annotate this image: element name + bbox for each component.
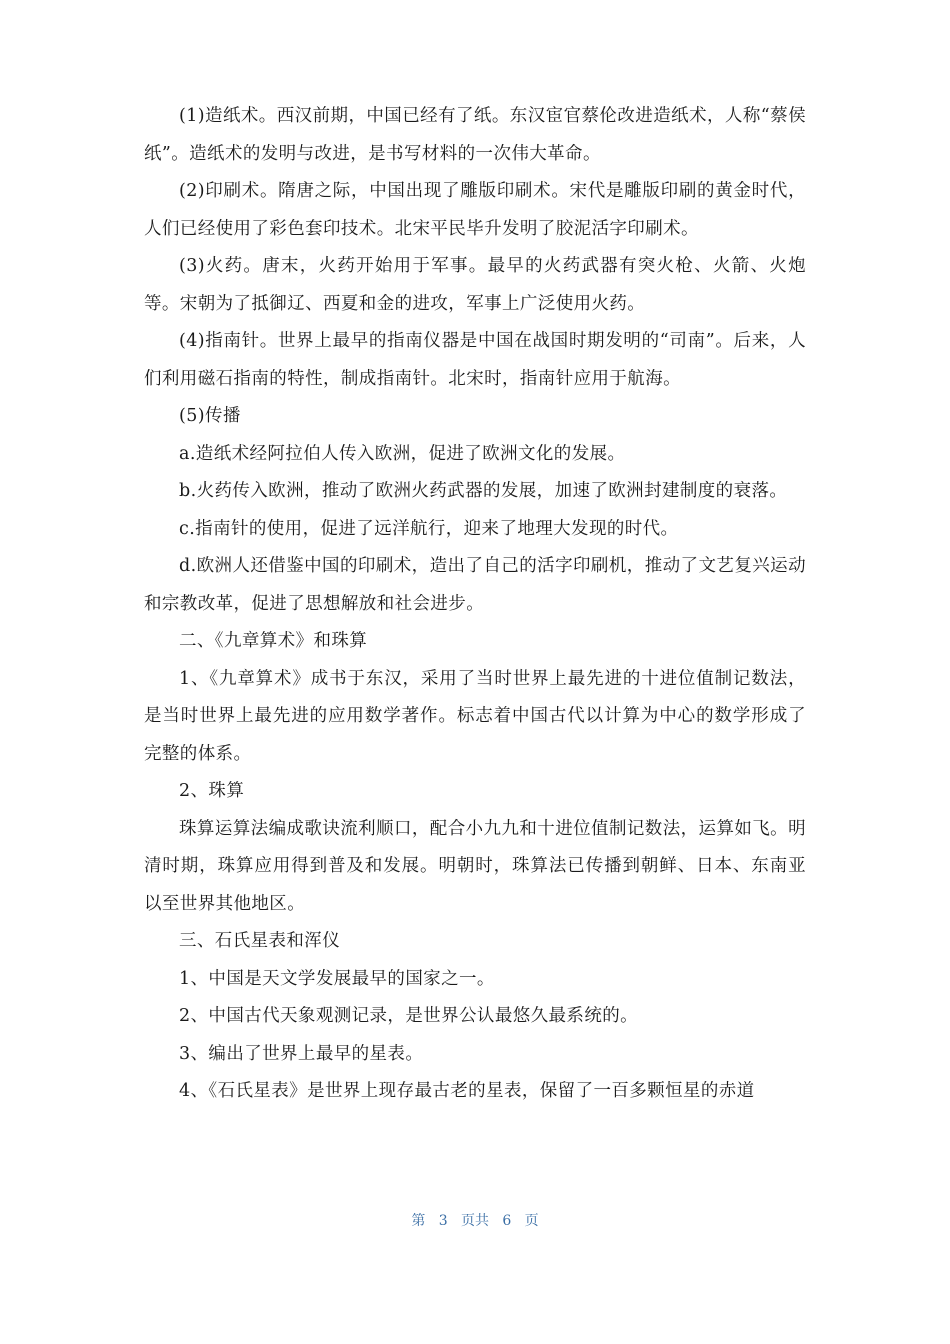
paragraph-astronomy-1: 1、中国是天文学发展最早的国家之一。 <box>179 968 495 989</box>
paragraph-spread-d: d.欧洲人还借鉴中国的印刷术，造出了自己的活字印刷机，推动了文艺复兴运动和宗教改革，促进了思想解放和社会进步。 <box>144 556 806 614</box>
footer-current-page: 3 <box>438 1213 448 1229</box>
paragraph-spread-b: b.火药传入欧洲，推动了欧洲火药武器的发展，加速了欧洲封建制度的衰落。 <box>179 481 788 501</box>
paragraph-spread-a: a.造纸术经阿拉伯人传入欧洲，促进了欧洲文化的发展。 <box>179 443 626 464</box>
paragraph-astronomy-4: 4、《石氏星表》是世界上现存最古老的星表，保留了一百多颗恒星的赤道 <box>179 1081 755 1101</box>
paragraph-spread-c: c.指南针的使用，促进了远洋航行，迎来了地理大发现的时代。 <box>179 518 679 539</box>
page-footer <box>0 1210 950 1230</box>
paragraph-astronomy-3: 3、编出了世界上最早的星表。 <box>179 1043 424 1064</box>
footer-total-pages: 6 <box>502 1213 512 1229</box>
paragraph-astronomy-2: 2、中国古代天象观测记录，是世界公认最悠久最系统的。 <box>179 1006 639 1026</box>
paragraph-nine-chapters: 1、《九章算术》成书于东汉，采用了当时世界上最先进的十进位值制记数法，是当时世界上最先进的应用数学著作。标志着中国古代以计算为中心的数学形成了完整的体系。 <box>144 668 806 764</box>
document-body <box>144 98 806 1111</box>
section-heading-mathematics: 二、《九章算术》和珠算 <box>179 631 368 651</box>
subheading-abacus: 2、珠算 <box>179 781 245 801</box>
paragraph-papermaking: (1)造纸术。西汉前期，中国已经有了纸。东汉宦官蔡伦改进造纸术，人称“蔡侯纸”。造纸术的发明与改进，是书写材料的一次伟大革命。 <box>144 106 806 164</box>
paragraph-gunpowder: (3)火药。唐末，火药开始用于军事。最早的火药武器有突火枪、火箭、火炮等。宋朝为了抵御辽、西夏和金的进攻，军事上广泛使用火药。 <box>144 256 806 314</box>
paragraph-printing: (2)印刷术。隋唐之际，中国出现了雕版印刷术。宋代是雕版印刷的黄金时代，人们已经使用了彩色套印技术。北宋平民毕升发明了胶泥活字印刷术。 <box>144 181 806 239</box>
paragraph-abacus: 珠算运算法编成歌诀流利顺口，配合小九九和十进位值制记数法，运算如飞。明清时期，珠算应用得到普及和发展。明朝时，珠算法已传播到朝鲜、日本、东南亚以至世界其他地区。 <box>144 818 806 914</box>
footer-middle: 页共 <box>461 1213 489 1229</box>
footer-suffix: 页 <box>524 1213 539 1229</box>
paragraph-spread-heading: (5)传播 <box>179 406 241 426</box>
paragraph-compass: (4)指南针。世界上最早的指南仪器是中国在战国时期发明的“司南”。后来，人们利用磁石指南的特性，制成指南针。北宋时，指南针应用于航海。 <box>144 331 806 389</box>
section-heading-astronomy: 三、石氏星表和浑仪 <box>179 931 341 951</box>
footer-prefix: 第 <box>411 1213 426 1229</box>
